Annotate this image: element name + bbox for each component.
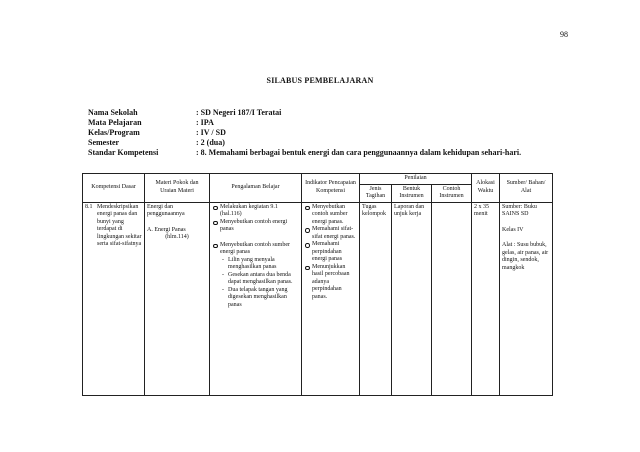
sublist-item: - Lilin yang menyala menghasilkan panas (222, 257, 299, 272)
header-materi: Materi Pokok dan Uraian Materi (145, 174, 210, 203)
meta-value: : 8. Memahami berbagai bentuk energi dan cara penggunaannya dalam kehidupan sehari-hari. (196, 148, 522, 157)
table-row (83, 202, 553, 395)
sublist-item: - Gesekan antara dua benda dapat menghasilkan panas. (222, 272, 299, 287)
meta-row-class (88, 128, 521, 138)
meta-row-school (88, 108, 521, 118)
materi-topic: Energi dan penggunaannya (147, 203, 185, 217)
list-item: Memahami sifat-sifat energi panas. (304, 226, 357, 241)
syllabus-table (82, 173, 553, 396)
sublist-item: - Dua telapak tangan yang digesekan menghasilkan panas (222, 287, 299, 310)
kd-number: 8.1 (85, 203, 93, 210)
sumber-book: Sumber: Buku SAINS SD (502, 203, 537, 217)
header-jenis: Jenis Tagihan (360, 184, 392, 202)
meta-label: Semester (88, 138, 120, 147)
cell-sumber (500, 202, 553, 395)
kd-text: Mendeskripsikan energi panas dan bunyi yang terdapat di lingkungan sekitar serta sifat-sifatnya (97, 203, 142, 247)
list-item: Menyebutkan contoh sumber energi panas. (304, 204, 357, 227)
meta-row-subject (88, 118, 521, 128)
meta-label: Nama Sekolah (88, 108, 138, 117)
materi-subtopic: A. Energi Panas (147, 226, 186, 233)
list-item (212, 242, 299, 310)
cell-materi (145, 202, 210, 395)
cell-alokasi: 2 x 35 menit (472, 202, 500, 395)
header-pengalaman: Pengalaman Belajar (210, 174, 302, 203)
page-number: 98 (560, 30, 568, 39)
meta-value: : SD Negeri 187/I Teratai (196, 108, 282, 117)
list-item: Menunjukkan hasil percobaan adanya perpindahan panas. (304, 264, 357, 302)
header-indikator: Indikator Pencapaian Kompetensi (302, 174, 360, 203)
pengalaman-list (212, 204, 299, 234)
meta-row-competency-standard (88, 148, 521, 158)
cell-bentuk: Laporan dan unjuk kerja (392, 202, 432, 395)
meta-label: Standar Kompetensi (88, 148, 159, 157)
cell-indikator (302, 202, 360, 395)
cell-jenis: Tugas kelompok (360, 202, 392, 395)
header-kompetensi-dasar: Kompetensi Dasar (83, 174, 145, 203)
sumber-class: Kelas IV (502, 226, 524, 233)
header-alokasi: Alokasi Waktu (472, 174, 500, 203)
syllabus-identity (88, 108, 521, 158)
meta-label: Mata Pelajaran (88, 118, 142, 127)
meta-row-semester (88, 138, 521, 148)
header-penilaian: Penilaian (360, 174, 472, 185)
materi-page-ref: (hlm.114) (165, 234, 189, 240)
table-header-row (83, 174, 553, 185)
list-item: Memahami perpindahan energi panas (304, 241, 357, 264)
meta-label: Kelas/Program (88, 128, 140, 137)
document-title: SILABUS PEMBELAJARAN (266, 76, 374, 85)
meta-value: : IV / SD (196, 128, 226, 137)
header-sumber: Sumber/ Bahan/ Alat (500, 174, 553, 203)
meta-value: : IPA (196, 118, 214, 127)
list-item: Menyebutkan contoh energi panas (212, 219, 299, 234)
cell-kompetensi-dasar (83, 202, 145, 395)
pengalaman-list-2 (212, 242, 299, 310)
header-contoh: Contoh Instrumen (432, 184, 472, 202)
cell-contoh (432, 202, 472, 395)
cell-pengalaman (210, 202, 302, 395)
list-item-text: Menyebutkan contoh sumber energi panas (220, 241, 290, 255)
indikator-list (304, 204, 357, 302)
list-item: Melakukan kegiatan 9.1 (hal.116) (212, 204, 299, 219)
header-bentuk: Bentuk Instrumen (392, 184, 432, 202)
meta-value: : 2 (dua) (196, 138, 225, 147)
pengalaman-sublist (220, 257, 299, 310)
sumber-tools: Alat : Susu bubuk, gelas, air panas, air dingin, sendok, mangkok (502, 242, 549, 271)
